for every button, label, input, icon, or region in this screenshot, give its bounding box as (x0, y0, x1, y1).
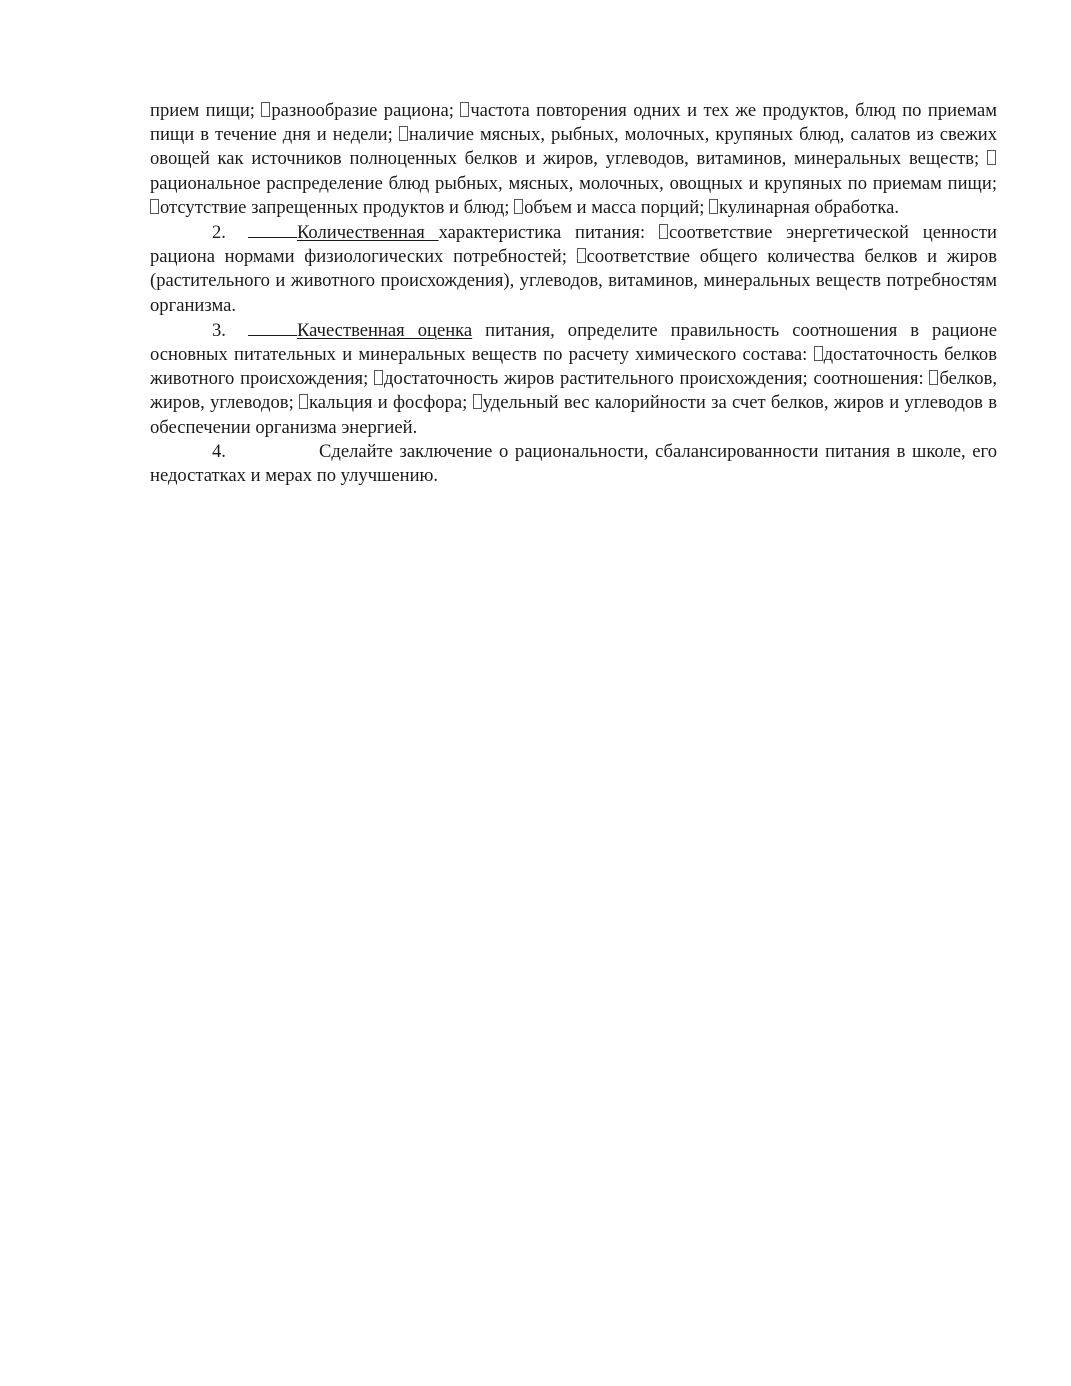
intro-paragraph (150, 99, 997, 220)
missing-glyph-icon (514, 199, 523, 214)
missing-glyph-icon (577, 248, 586, 263)
missing-glyph-icon (473, 394, 482, 409)
underline-spacer (248, 318, 297, 336)
item-4-text-0: Сделайте заключение о рациональности, сбалансированности питания в школе, его недостатках и мерах по улучшению. (150, 440, 997, 487)
intro-text-0: прием пищи; (150, 100, 262, 121)
intro-text-6: объем и масса порций; (524, 196, 710, 218)
item-3-text-0: питания, определите правильность соотношения в рационе основных питательных и минеральных веществ по расчету химического состава: (150, 319, 997, 366)
item-3-text-5: удельный вес калорийности за счет белков, жиров и углеводов в обеспечении организма энергией. (150, 392, 998, 438)
missing-glyph-icon (929, 370, 938, 385)
missing-glyph-icon (987, 150, 996, 165)
item-3-heading: Качественная оценка (296, 319, 473, 341)
intro-text-5: отсутствие запрещенных продуктов и блюд; (160, 196, 515, 218)
list-number-3: 3. (212, 319, 226, 341)
list-item-4 (150, 440, 997, 488)
missing-glyph-icon (299, 394, 308, 409)
underline-spacer (248, 220, 297, 238)
item-2-heading: Количественная (296, 222, 439, 244)
missing-glyph-icon (261, 102, 270, 117)
item-3-text-3: белков, жиров, углеводов; (150, 368, 997, 414)
missing-glyph-icon (709, 199, 718, 214)
list-item-2 (150, 220, 997, 318)
item-3-text-4: кальция и фосфора; (309, 392, 473, 414)
missing-glyph-icon (460, 102, 469, 117)
intro-text-1: разнообразие рациона; (271, 100, 461, 121)
missing-glyph-icon (814, 346, 823, 361)
list-item-3 (150, 318, 997, 440)
list-number-4: 4. (212, 440, 226, 462)
list-number-2: 2. (212, 222, 226, 244)
intro-text-3: наличие мясных, рыбных, молочных, крупяных блюд, салатов из свежих овощей как источников полноценных белков и жиров, углеводов, витаминов, минеральных веществ; (150, 124, 997, 170)
intro-text-7: кулинарная обработка. (719, 196, 899, 218)
missing-glyph-icon (399, 126, 408, 141)
missing-glyph-icon (374, 370, 383, 385)
item-2-text-2: соответствие общего количества белков и жиров (растительного и животного происхождения), углеводов, витаминов, минеральных веществ потребностям организма. (150, 246, 998, 316)
missing-glyph-icon (150, 199, 159, 214)
item-2-text-1: соответствие энергетической ценности рациона нормами физиологических потребностей; (150, 222, 998, 268)
item-3-text-1: достаточность белков животного происхождения; (150, 344, 997, 390)
intro-text-2: частота повторения одних и тех же продуктов, блюд по приемам пищи в течение дня и недели; (150, 100, 997, 146)
item-2-text-0: характеристика питания: (438, 222, 659, 244)
item-3-text-2: достаточность жиров растительного происхождения; соотношения: (384, 368, 930, 390)
missing-glyph-icon (659, 224, 668, 239)
document-body (150, 99, 997, 488)
intro-text-4: рациональное распределение блюд рыбных, мясных, молочных, овощных и крупяных по приемам пищи; (150, 172, 997, 194)
